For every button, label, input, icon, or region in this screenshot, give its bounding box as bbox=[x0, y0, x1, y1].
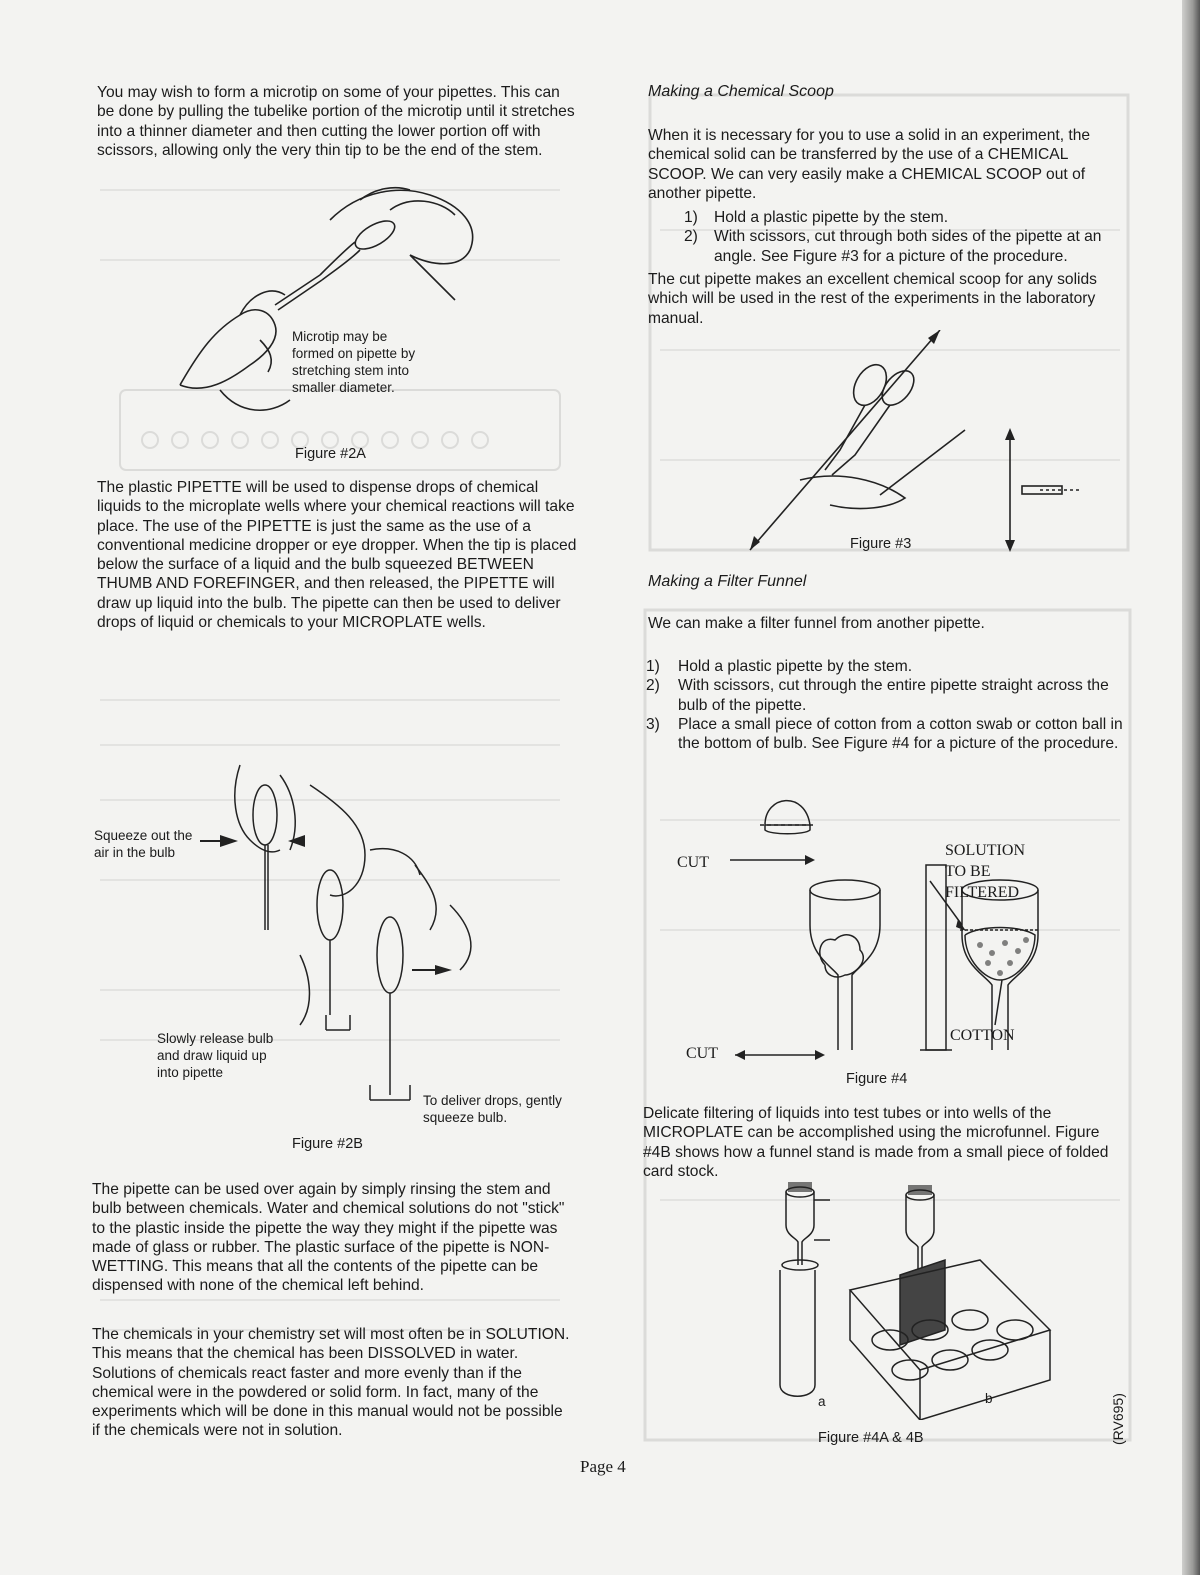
figure-4ab-label-a: a bbox=[818, 1394, 826, 1409]
figure-2a-label: Microtip may be formed on pipette by stretching stem into smaller diameter. bbox=[292, 329, 416, 395]
figure-4ab-label-b: b bbox=[985, 1391, 993, 1406]
figure-4ab-caption: Figure #4A & 4B bbox=[818, 1430, 924, 1446]
figure-4-solution-label: SOLUTION TO BE FILTERED bbox=[945, 842, 1025, 901]
scoop-intro: When it is necessary for you to use a solid in an experiment, the chemical solid can be transferred by the use of a CHEMICAL SCOOP. We can very easily make a CHEMICAL SCOOP out of another pipette. bbox=[648, 127, 1091, 202]
scoop-heading: Making a Chemical Scoop bbox=[648, 83, 834, 100]
scoop-steps bbox=[648, 208, 1130, 266]
scoop-outro: The cut pipette makes an excellent chemical scoop for any solids which will be used in the rest of the experiments in the laboratory manual. bbox=[648, 271, 1097, 327]
microtip-paragraph: You may wish to form a microtip on some of your pipettes. This can be done by pulling the tubelike portion of the microtip until it stretches into a thinner diameter and then cutting the lower portion off with scissors, allowing only the very thin tip to be the end of the stem. bbox=[97, 84, 575, 159]
figure-2b-caption: Figure #2B bbox=[292, 1136, 363, 1152]
figure-4-caption: Figure #4 bbox=[846, 1071, 908, 1087]
figure-4-cut-top-label: CUT bbox=[677, 854, 709, 871]
figure-3-caption: Figure #3 bbox=[850, 536, 912, 552]
page-number: Page 4 bbox=[580, 1457, 626, 1476]
scoop-step: 2) With scissors, cut through both sides of the pipette at an angle. See Figure #3 for a picture of the procedure. bbox=[684, 228, 1102, 265]
figure-2b-release-label: Slowly release bulb and draw liquid up into pipette bbox=[157, 1031, 274, 1080]
document-code: (RV695) bbox=[1110, 1393, 1126, 1445]
funnel-intro: We can make a filter funnel from another pipette. bbox=[648, 615, 985, 632]
funnel-outro: Delicate filtering of liquids into test tubes or into wells of the MICROPLATE can be accomplished using the microfunnel. Figure #4B shows how a funnel stand is made from a small piece of folded card stock. bbox=[643, 1105, 1109, 1180]
figure-2b-squeeze-label: Squeeze out the air in the bulb bbox=[94, 828, 193, 860]
funnel-steps bbox=[646, 657, 1128, 753]
figure-2a-caption: Figure #2A bbox=[295, 446, 366, 462]
funnel-heading: Making a Filter Funnel bbox=[648, 573, 807, 590]
pipette-paragraph: The plastic PIPETTE will be used to dispense drops of chemical liquids to the microplate wells where your chemical reactions will take place. The use of the PIPETTE is just the same as the use of a conventional medicine dropper or eye dropper. When the tip is placed below the surface of a liquid and the bulb squeezed BETWEEN THUMB AND FOREFINGER, and then released, the PIPETTE will draw up liquid into the bulb. The pipette can then be used to deliver drops of liquid or chemicals to your MICROPLATE wells. bbox=[97, 479, 577, 632]
figure-4ab-drawing bbox=[770, 1180, 1060, 1420]
binding-edge bbox=[1182, 0, 1200, 1575]
funnel-step: 3) Place a small piece of cotton from a cotton swab or cotton ball in the bottom of bulb. See Figure #4 for a picture of the procedure. bbox=[646, 715, 1123, 753]
figure-2b-deliver-label: To deliver drops, gently squeeze bulb. bbox=[423, 1093, 562, 1125]
funnel-step: 1) Hold a plastic pipette by the stem. bbox=[646, 658, 913, 675]
solution-paragraph: The chemicals in your chemistry set will most often be in SOLUTION. This means that the chemical has been DISSOLVED in water. Solutions of chemicals react faster and more evenly than if the chemical were in the powdered or solid form. In fact, many of the experiments which will be done in this manual would not be possible if the chemicals were not in solution. bbox=[92, 1326, 570, 1440]
figure-4-cotton-label: COTTON bbox=[950, 1027, 1015, 1044]
funnel-step: 2) With scissors, cut through the entire pipette straight across the bulb of the pipette. bbox=[646, 677, 1109, 714]
reuse-paragraph: The pipette can be used over again by simply rinsing the stem and bulb between chemicals. Water and chemical solutions do not "stick" to the plastic inside the pipette the way they might if the pipette was made of glass or rubber. The plastic surface of the pipette is NON-WETTING. This means that all the contents of the pipette can be dispensed with none of the chemical left behind. bbox=[92, 1181, 565, 1295]
figure-3-drawing bbox=[740, 330, 1080, 560]
figure-4-drawing bbox=[730, 785, 1050, 1065]
figure-4-cut-bottom-label: CUT bbox=[686, 1045, 718, 1062]
scoop-step: 1) Hold a plastic pipette by the stem. bbox=[684, 209, 949, 226]
